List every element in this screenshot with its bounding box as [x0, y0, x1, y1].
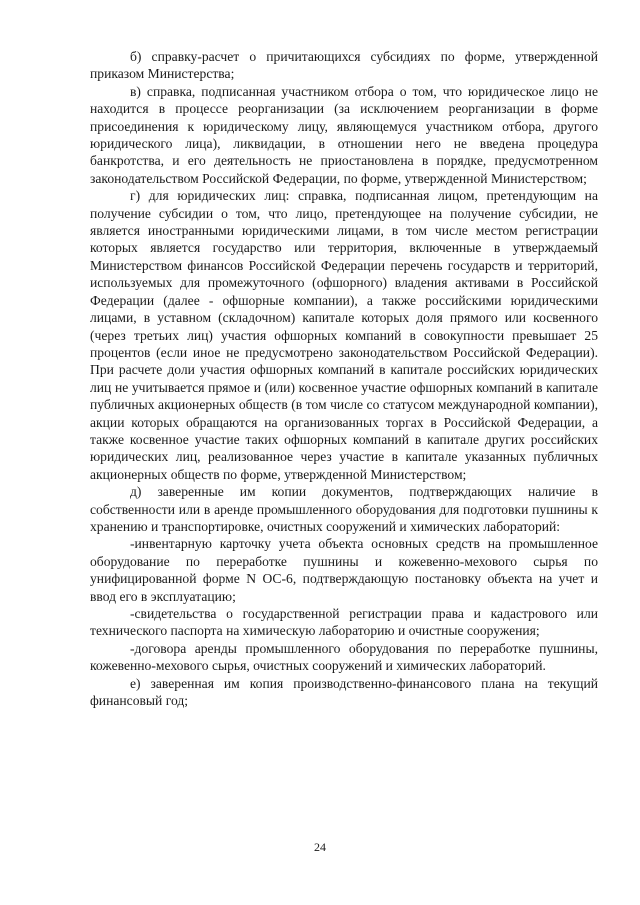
list-item-lease-agreement: -договора аренды промышленного оборудования по переработке пушнины, кожевенно-мехового сырья, очистных сооружений и химических лабораторий. [90, 640, 598, 674]
paragraph-e: е) заверенная им копия производственно-финансового плана на текущий финансовый год; [90, 675, 598, 709]
list-item-inventory-card: -инвентарную карточку учета объекта основных средств на промышленное оборудование по переработке пушнины и кожевенно-мехового сырья по унифицированной форме N ОС-6, подтверждающую постановку объекта на учет и ввод его в эксплуатацию; [90, 536, 598, 604]
page-number: 24 [314, 840, 326, 854]
body-text [90, 48, 598, 709]
paragraph-v: в) справка, подписанная участником отбора о том, что юридическое лицо не находится в процессе реорганизации (за исключением реорганизации в форме присоединения к юридическому лицу, являющемуся участником отбора, другого юридического лица), ликвидации, в отношении него не введена процедура банкротства, и его деятельность не приостановлена в порядке, предусмотренном законодательством Российской Федерации, по форме, утвержденной Министерством; [90, 83, 598, 186]
list-item-registration-certificate: -свидетельства о государственной регистрации права и кадастрового или технического паспорта на химическую лабораторию и очистные сооружения; [90, 606, 598, 639]
paragraph-g: г) для юридических лиц: справка, подписанная лицом, претендующим на получение субсидии о том, что лицо, претендующее на получение субсидии, не является иностранными юридическими лицами, в том числе местом регистрации которых является государство или территория, включенные в утверждаемый Министерством финансов Российской Федерации перечень государств и территорий, используемых для промежуточного (офшорного) владения активами в Российской Федерации (далее - офшорные компании), а также российскими юридическими лицами, в уставном (складочном) капитале которых доля прямого или косвенного (через третьих лиц) участия офшорных компаний в совокупности превышает 25 процентов (если иное не предусмотрено законодательством Российской Федерации). При расчете доли участия офшорных компаний в капитале российских юридических лиц не учитывается прямое и (или) косвенное участие офшорных компаний в капитале публичных акционерных обществ (в том числе со статусом международной компании), акции которых обращаются на организованных торгах в Российской Федерации, а также косвенное участие таких офшорных компаний в капитале других российских юридических лиц, реализованное через участие в капитале указанных публичных акционерных обществ по форме, утвержденной Министерством; [90, 188, 598, 482]
paragraph-d: д) заверенные им копии документов, подтверждающих наличие в собственности или в аренде промышленного оборудования для подготовки пушнины к хранению и транспортировке, очистных сооружений и химических лабораторий: [90, 484, 598, 534]
paragraph-b: б) справку-расчет о причитающихся субсидиях по форме, утвержденной приказом Министерства; [90, 49, 598, 82]
